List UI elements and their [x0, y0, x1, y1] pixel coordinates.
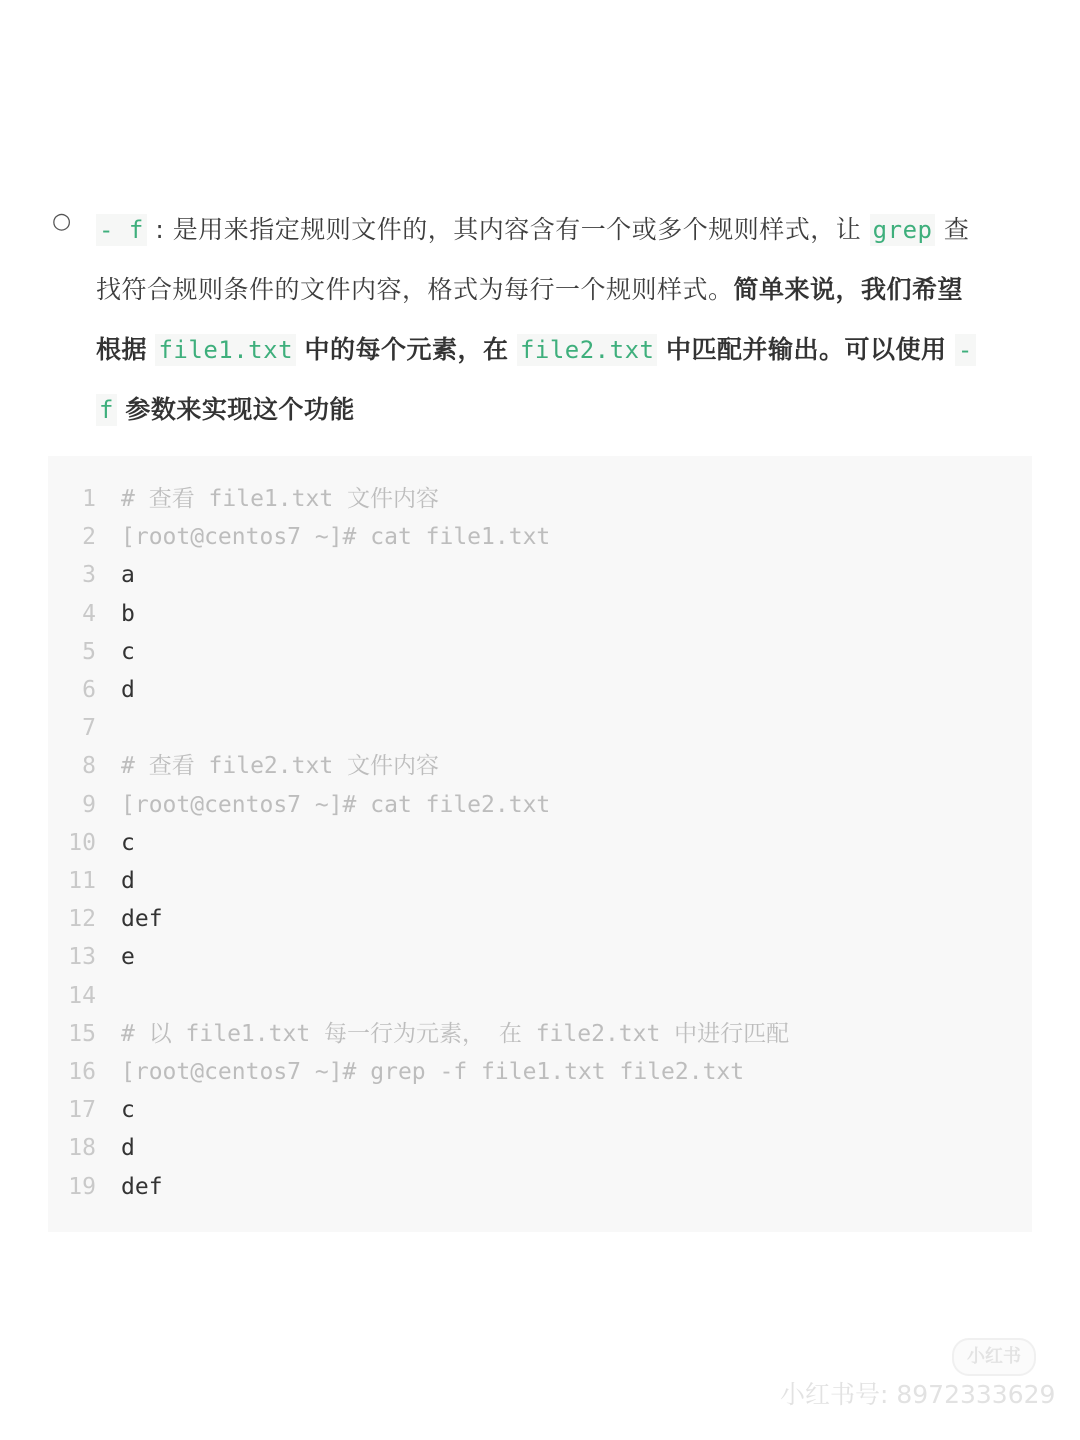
code-output: def [121, 906, 163, 933]
code-block [48, 456, 1032, 1232]
text: 是用来指定规则文件的，其内容含有一个或多个规则样式，让 [172, 215, 862, 244]
line-number: 7 [82, 715, 96, 742]
code-line [48, 480, 1032, 518]
inline-code-grep: grep [870, 214, 936, 246]
line-number: 1 [82, 486, 96, 512]
line-number: 14 [68, 982, 96, 1009]
bold-text: 根据 [96, 335, 148, 364]
line-number: 5 [82, 638, 96, 665]
line-number: 18 [68, 1135, 96, 1162]
code-line [48, 1015, 1032, 1053]
code-output: b [121, 600, 135, 627]
code-output: d [121, 677, 135, 703]
code-line [48, 595, 1032, 633]
code-output: d [121, 868, 135, 894]
code-output: c [121, 829, 135, 856]
bold-text: 参数来实现这个功能 [125, 395, 355, 424]
inline-code-option: - f [96, 214, 147, 246]
code-line [48, 747, 1032, 785]
code-line [48, 633, 1032, 671]
colon: : [155, 215, 165, 244]
bold-text: 中匹配并输出。可以使用 [665, 335, 947, 364]
code-comment: # 查看 file1.txt 文件内容 [121, 486, 440, 512]
code-line [48, 786, 1032, 824]
bullet-circle-icon: ○ [52, 209, 72, 234]
code-line [48, 938, 1032, 976]
line-number: 3 [82, 562, 96, 589]
code-output: c [121, 638, 135, 665]
line-number: 13 [68, 944, 96, 971]
code-command: [root@centos7 ~]# cat file2.txt [121, 791, 551, 818]
paragraph-line-2 [96, 260, 1018, 320]
code-line [48, 862, 1032, 900]
bold-text: 中的每个元素，在 [304, 335, 509, 364]
code-output: c [121, 1097, 135, 1124]
code-command: [root@centos7 ~]# cat file1.txt [121, 524, 551, 551]
line-number: 8 [82, 753, 96, 780]
code-line [48, 900, 1032, 938]
code-output: d [121, 1135, 135, 1162]
code-output: a [121, 562, 135, 589]
inline-code-file1: file1.txt [155, 334, 296, 366]
line-number: 9 [82, 791, 96, 818]
code-command: [root@centos7 ~]# grep -f file1.txt file2.txt [121, 1059, 745, 1085]
code-line [48, 1168, 1032, 1206]
line-number: 2 [82, 524, 96, 551]
line-number: 10 [68, 829, 96, 856]
line-number: 15 [68, 1020, 96, 1047]
line-number: 6 [82, 677, 96, 703]
code-line [48, 824, 1032, 862]
code-output: e [121, 944, 135, 971]
inline-code-dash: - [955, 334, 976, 366]
line-number: 16 [68, 1059, 96, 1085]
code-output: def [121, 1173, 163, 1200]
code-line [48, 1091, 1032, 1129]
inline-code-file2: file2.txt [517, 334, 658, 366]
text: 找符合规则条件的文件内容，格式为每行一个规则样式。 [96, 275, 734, 304]
code-line [48, 1129, 1032, 1167]
line-number: 11 [68, 868, 96, 894]
code-line [48, 709, 1032, 747]
code-line [48, 977, 1032, 1015]
code-line [48, 518, 1032, 556]
inline-code-f: f [96, 394, 117, 426]
watermark-logo: 小红书 [952, 1338, 1036, 1376]
line-number: 17 [68, 1097, 96, 1124]
code-line [48, 1053, 1032, 1091]
paragraph-line-1 [96, 200, 1018, 260]
code-line [48, 556, 1032, 594]
line-number: 12 [68, 906, 96, 933]
watermark-id: 小红书号: 8972333629 [780, 1380, 1056, 1409]
paragraph-line-4 [96, 380, 1018, 440]
line-number: 19 [68, 1173, 96, 1200]
paragraph-line-3 [96, 320, 1018, 380]
code-comment: # 查看 file2.txt 文件内容 [121, 753, 440, 780]
text: 查 [943, 215, 970, 244]
code-comment: # 以 file1.txt 每一行为元素， 在 file2.txt 中进行匹配 [121, 1020, 790, 1047]
bold-text: 简单来说，我们希望 [733, 275, 964, 304]
code-line [48, 671, 1032, 709]
line-number: 4 [82, 600, 96, 627]
